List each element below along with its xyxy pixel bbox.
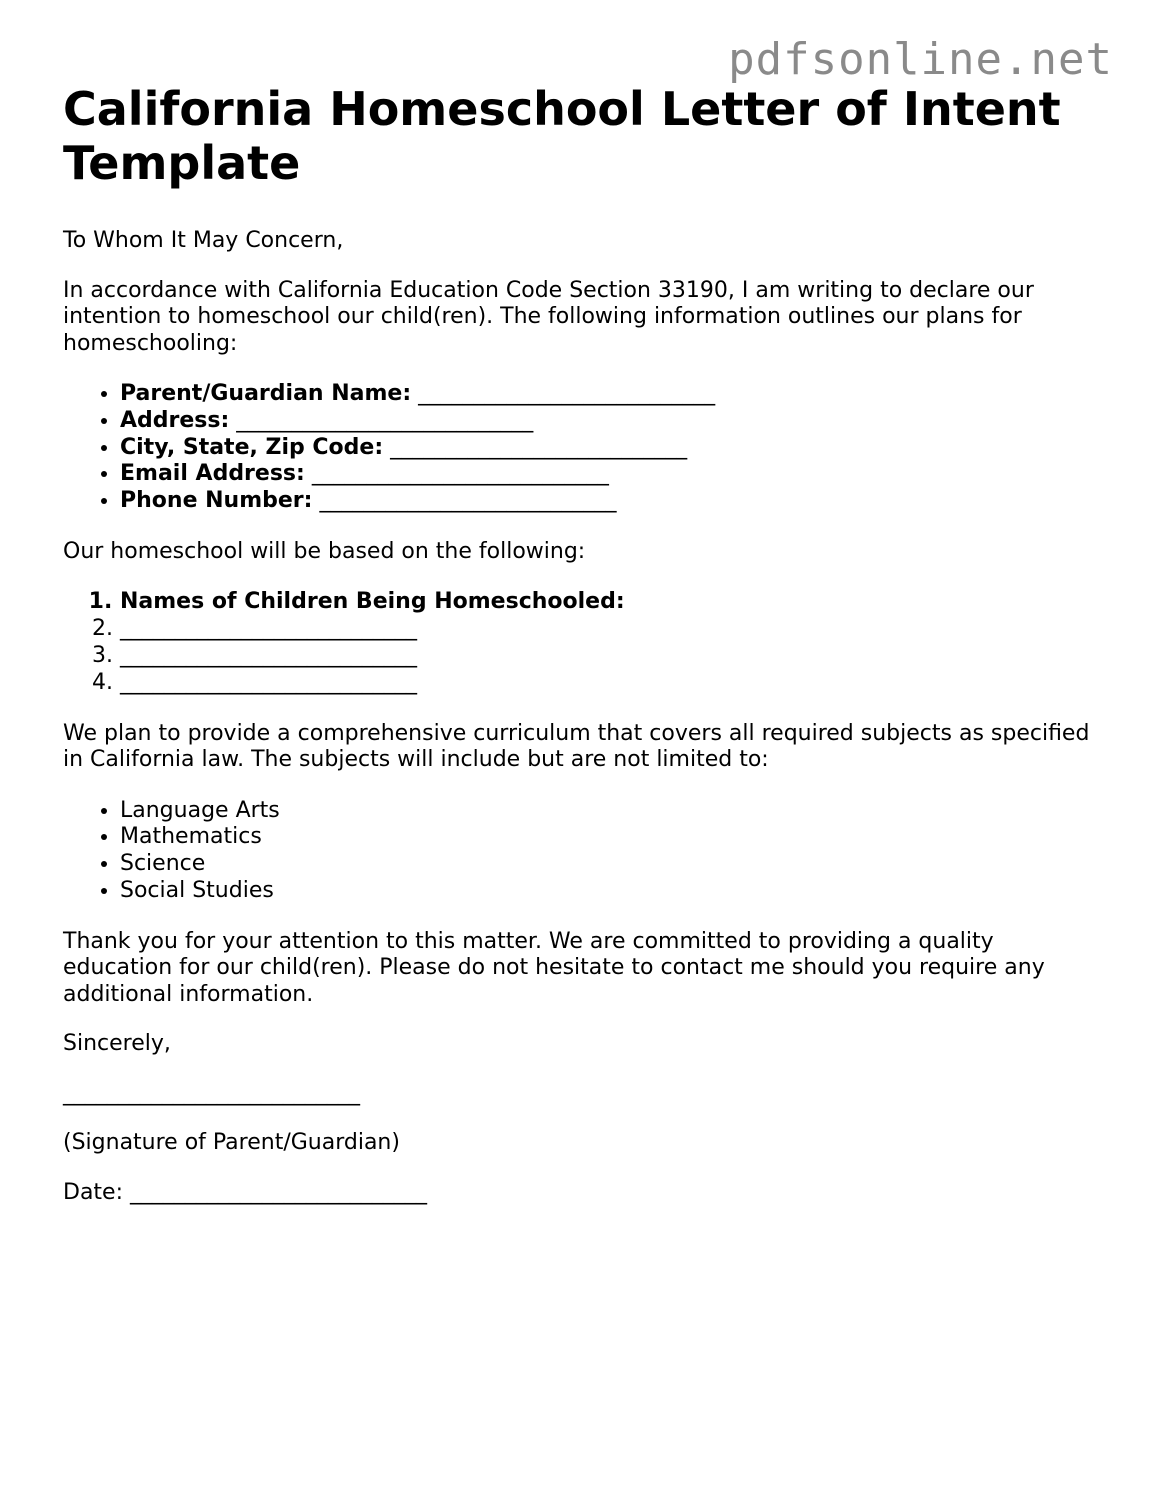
field-label: City, State, Zip Code: bbox=[120, 434, 384, 460]
subject-item: • Social Studies bbox=[120, 878, 1093, 905]
watermark: pdfsonline.net bbox=[728, 34, 1113, 85]
child-name-blank[interactable]: 4. ___________________________ bbox=[120, 670, 1093, 697]
date-label: Date: bbox=[63, 1179, 123, 1205]
intro-paragraph: In accordance with California Education Code Section 33190, I am writing to declare our intention to homeschool our child(ren). The following information outlines our plans for homeschooling: bbox=[63, 277, 1034, 356]
subject-item: • Science bbox=[120, 851, 1093, 878]
fill-blank[interactable]: ___________________________ bbox=[418, 381, 716, 406]
date-blank[interactable]: ___________________________ bbox=[130, 1179, 427, 1205]
field-label: Address: bbox=[120, 407, 230, 433]
fill-blank[interactable]: ___________________________ bbox=[390, 434, 688, 460]
child-name-blank[interactable]: 2. ___________________________ bbox=[120, 616, 1093, 643]
based-on-paragraph: Our homeschool will be based on the following: bbox=[63, 538, 586, 564]
closing-paragraph: Thank you for your attention to this matter. We are committed to providing a quality education for our child(ren). Please do not hesitate to contact me should you require any additional information. bbox=[63, 928, 1045, 1007]
field-label: Parent/Guardian Name: bbox=[120, 381, 412, 406]
field-label: Phone Number: bbox=[120, 488, 313, 514]
field-label: Email Address: bbox=[120, 461, 305, 487]
contact-fields-list bbox=[63, 381, 1093, 515]
date-field bbox=[63, 1180, 1093, 1207]
subject-item: • Mathematics bbox=[120, 824, 1093, 851]
field-email bbox=[120, 461, 1093, 488]
children-list bbox=[63, 589, 1093, 696]
field-parent-name bbox=[120, 381, 1093, 408]
signature-line[interactable]: ___________________________ bbox=[63, 1080, 360, 1106]
child-name-blank[interactable]: 3. ___________________________ bbox=[120, 643, 1093, 670]
fill-blank[interactable]: ___________________________ bbox=[236, 407, 534, 433]
signature-caption: (Signature of Parent/Guardian) bbox=[63, 1130, 400, 1156]
field-city-state-zip bbox=[120, 435, 1093, 462]
fill-blank[interactable]: ___________________________ bbox=[319, 488, 617, 514]
greeting: To Whom It May Concern, bbox=[63, 228, 344, 253]
fill-blank[interactable]: ___________________________ bbox=[311, 461, 609, 487]
field-phone bbox=[120, 488, 1093, 515]
curriculum-paragraph: We plan to provide a comprehensive curriculum that covers all required subjects as specified in California law. The subjects will include but are not limited to: bbox=[63, 720, 1090, 773]
children-heading: 1. Names of Children Being Homeschooled: bbox=[120, 589, 1093, 616]
subjects-list bbox=[63, 798, 1093, 905]
document-page bbox=[63, 82, 1093, 1206]
subject-item: • Language Arts bbox=[120, 798, 1093, 825]
field-address bbox=[120, 408, 1093, 435]
sign-off: Sincerely, bbox=[63, 1031, 171, 1057]
page-title: California Homeschool Letter of Intent Template bbox=[63, 82, 1061, 190]
